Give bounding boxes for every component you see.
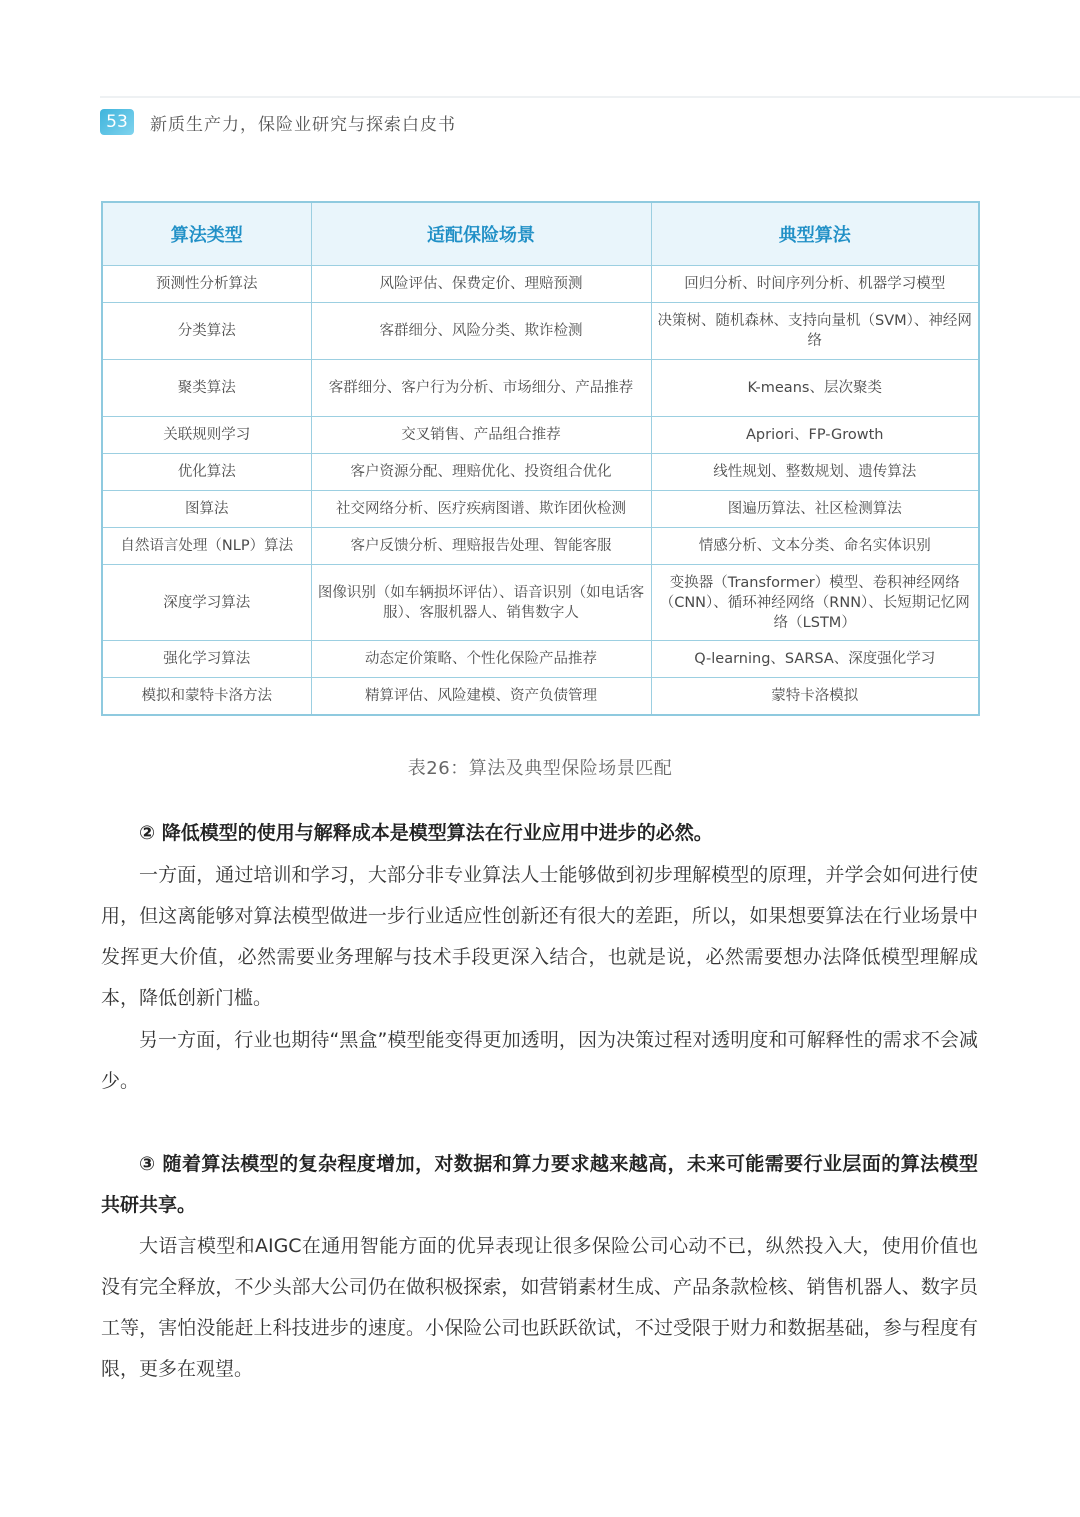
- table-row: [102, 266, 979, 303]
- table-cell: 交叉销售、产品组合推荐: [311, 417, 651, 454]
- table-cell: 自然语言处理（NLP）算法: [102, 528, 311, 565]
- table-row: [102, 360, 979, 417]
- table-cell: 线性规划、整数规划、遗传算法: [651, 454, 979, 491]
- table-cell: 图算法: [102, 491, 311, 528]
- table-cell: 精算评估、风险建模、资产负债管理: [311, 678, 651, 715]
- table-cell: 深度学习算法: [102, 565, 311, 641]
- document-title: 新质生产力，保险业研究与探索白皮书: [150, 114, 456, 135]
- table-cell: 聚类算法: [102, 360, 311, 417]
- table-cell: 图遍历算法、社区检测算法: [651, 491, 979, 528]
- table-cell: 动态定价策略、个性化保险产品推荐: [311, 641, 651, 678]
- table-cell: 客群细分、风险分类、欺诈检测: [311, 303, 651, 360]
- table-cell: 强化学习算法: [102, 641, 311, 678]
- table-cell: 变换器（Transformer）模型、卷积神经网络（CNN）、循环神经网络（RNN）、长短期记忆网络（LSTM）: [651, 565, 979, 641]
- column-header-algorithm-type: 算法类型: [102, 202, 311, 266]
- page-header: [100, 108, 456, 136]
- table-row: [102, 454, 979, 491]
- table-row: [102, 678, 979, 715]
- table-cell: 风险评估、保费定价、理赔预测: [311, 266, 651, 303]
- section-heading-3: ③ 随着算法模型的复杂程度增加，对数据和算力要求越来越高，未来可能需要行业层面的算法模型共研共享。: [101, 1153, 978, 1216]
- table-cell: 客群细分、客户行为分析、市场细分、产品推荐: [311, 360, 651, 417]
- table-row: [102, 303, 979, 360]
- table-cell: 社交网络分析、医疗疾病图谱、欺诈团伙检测: [311, 491, 651, 528]
- table-cell: 关联规则学习: [102, 417, 311, 454]
- table-cell: 决策树、随机森林、支持向量机（SVM）、神经网络: [651, 303, 979, 360]
- table-row: [102, 565, 979, 641]
- table-cell: 回归分析、时间序列分析、机器学习模型: [651, 266, 979, 303]
- table-cell: 情感分析、文本分类、命名实体识别: [651, 528, 979, 565]
- table-cell: Q-learning、SARSA、深度强化学习: [651, 641, 979, 678]
- table-row: [102, 417, 979, 454]
- table-cell: 预测性分析算法: [102, 266, 311, 303]
- paragraph-1: 一方面，通过培训和学习，大部分非专业算法人士能够做到初步理解模型的原理，并学会如何进行使用，但这离能够对算法模型做进一步行业适应性创新还有很大的差距，所以，如果想要算法在行业场景中发挥更大价值，必然需要业务理解与技术手段更深入结合，也就是说，必然需要想办法降低模型理解成本，降低创新门槛。: [101, 864, 978, 1009]
- table-cell: 优化算法: [102, 454, 311, 491]
- paragraph-2: 另一方面，行业也期待“黑盒”模型能变得更加透明，因为决策过程对透明度和可解释性的需求不会减少。: [101, 1029, 978, 1092]
- column-header-insurance-scenario: 适配保险场景: [311, 202, 651, 266]
- paragraph-3: 大语言模型和AIGC在通用智能方面的优异表现让很多保险公司心动不已，纵然投入大，使用价值也没有完全释放，不少头部大公司仍在做积极探索，如营销素材生成、产品条款检核、销售机器人、数字员工等，害怕没能赶上科技进步的速度。小保险公司也跃跃欲试，不过受限于财力和数据基础，参与程度有限，更多在观望。: [101, 1235, 978, 1380]
- header-divider: [100, 96, 1080, 98]
- column-header-typical-algorithm: 典型算法: [651, 202, 979, 266]
- table-cell: 模拟和蒙特卡洛方法: [102, 678, 311, 715]
- table-header-row: [102, 202, 979, 266]
- algorithm-table: [101, 201, 980, 716]
- table-row: [102, 641, 979, 678]
- table-cell: 分类算法: [102, 303, 311, 360]
- table-caption: 表26：算法及典型保险场景匹配: [407, 758, 673, 779]
- table-cell: 图像识别（如车辆损坏评估）、语音识别（如电话客服）、客服机器人、销售数字人: [311, 565, 651, 641]
- table-cell: Apriori、FP-Growth: [651, 417, 979, 454]
- page-number-badge: 53: [100, 109, 134, 135]
- table-row: [102, 491, 979, 528]
- table-cell: 客户资源分配、理赔优化、投资组合优化: [311, 454, 651, 491]
- table-cell: 蒙特卡洛模拟: [651, 678, 979, 715]
- table-row: [102, 528, 979, 565]
- table-cell: 客户反馈分析、理赔报告处理、智能客服: [311, 528, 651, 565]
- section-heading-2: ② 降低模型的使用与解释成本是模型算法在行业应用中进步的必然。: [139, 822, 713, 844]
- table-cell: K-means、层次聚类: [651, 360, 979, 417]
